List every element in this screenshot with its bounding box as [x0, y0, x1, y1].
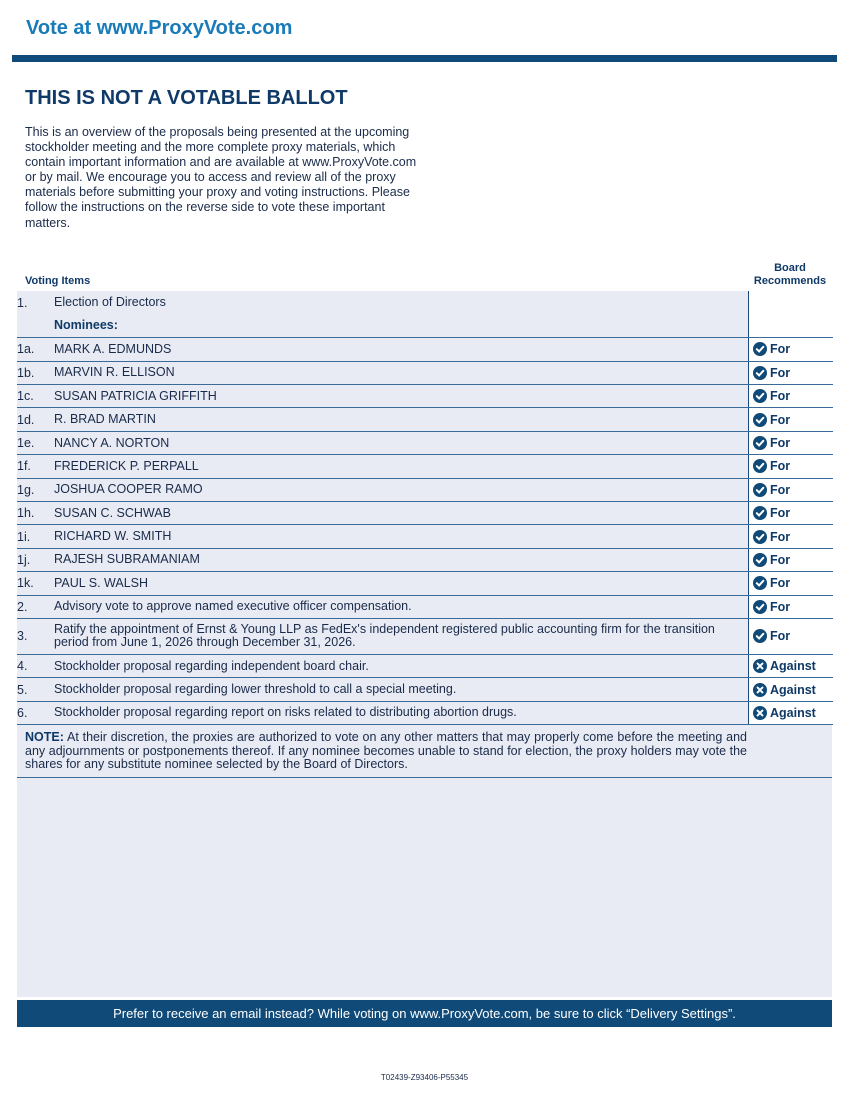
- recommendation-content: [749, 530, 833, 544]
- recommendation-content: [749, 506, 833, 520]
- item-description: RAJESH SUBRAMANIAM: [54, 548, 749, 571]
- note-text: At their discretion, the proxies are authorized to vote on any other matters that may properly come before the meeting and any adjournments or postponements thereof. If any nominee becomes unable to stand for election, the proxy holders may vote the shares for any substitute nominee selected by the Board of Directors.: [25, 730, 747, 771]
- board-recommendation: [749, 431, 834, 454]
- check-circle-icon: [753, 459, 767, 473]
- header-rule: [12, 55, 837, 62]
- recommendation-content: [749, 629, 833, 643]
- x-circle-icon: [753, 659, 767, 673]
- check-circle-icon: [753, 366, 767, 380]
- x-circle-icon: [753, 706, 767, 720]
- recommendation-label: For: [770, 482, 791, 497]
- voting-item-row: [17, 618, 833, 654]
- check-circle-icon: [753, 553, 767, 567]
- recommendation-content: [749, 659, 833, 673]
- item-number: 1i.: [17, 525, 54, 548]
- item-number: 1g.: [17, 478, 54, 501]
- board-recommendation: [749, 455, 834, 478]
- recommendation-label: For: [770, 599, 791, 614]
- board-recommendation: [749, 525, 834, 548]
- check-circle-icon: [753, 483, 767, 497]
- board-recommends-header: Board Recommends: [753, 262, 827, 287]
- recommendation-label: For: [770, 412, 791, 427]
- recommendation-content: [749, 683, 833, 697]
- item-number: 6.: [17, 701, 54, 724]
- item-description: FREDERICK P. PERPALL: [54, 455, 749, 478]
- voting-item-row: [17, 701, 833, 724]
- board-recommendation: [749, 572, 834, 595]
- recommendation-content: [749, 342, 833, 356]
- recommendation-label: For: [770, 389, 791, 404]
- x-circle-icon: [753, 683, 767, 697]
- item-description: NANCY A. NORTON: [54, 431, 749, 454]
- check-circle-icon: [753, 600, 767, 614]
- item-description: Stockholder proposal regarding report on risks related to distributing abortion drugs.: [54, 701, 749, 724]
- proxyvote-link[interactable]: Vote at www.ProxyVote.com: [26, 17, 293, 39]
- board-recommendation: [749, 618, 834, 654]
- voting-item-row: [17, 314, 833, 337]
- voting-item-row: [17, 385, 833, 408]
- recommendation-content: [749, 413, 833, 427]
- voting-items-table: [17, 291, 833, 725]
- page-title: THIS IS NOT A VOTABLE BALLOT: [25, 87, 348, 109]
- voting-item-row: [17, 361, 833, 384]
- item-description: SUSAN PATRICIA GRIFFITH: [54, 385, 749, 408]
- check-circle-icon: [753, 576, 767, 590]
- item-number: 1c.: [17, 385, 54, 408]
- voting-item-row: [17, 525, 833, 548]
- voting-items-header: Voting Items: [25, 275, 91, 287]
- board-recommendation: [749, 502, 834, 525]
- item-number: 1d.: [17, 408, 54, 431]
- item-number: 1a.: [17, 338, 54, 361]
- item-number: 1h.: [17, 502, 54, 525]
- voting-item-row: [17, 572, 833, 595]
- item-description: Stockholder proposal regarding lower threshold to call a special meeting.: [54, 678, 749, 701]
- note-paragraph: [25, 731, 747, 772]
- board-recommendation: [749, 314, 834, 337]
- recommendation-content: [749, 389, 833, 403]
- check-circle-icon: [753, 413, 767, 427]
- voting-item-row: [17, 291, 833, 314]
- item-description: SUSAN C. SCHWAB: [54, 502, 749, 525]
- check-circle-icon: [753, 629, 767, 643]
- item-number: 3.: [17, 618, 54, 654]
- board-recommendation: [749, 548, 834, 571]
- item-number: 4.: [17, 654, 54, 677]
- footer-text: Prefer to receive an email instead? While voting on www.ProxyVote.com, be sure to click “Delivery Settings”.: [113, 1006, 736, 1021]
- recommendation-content: [749, 483, 833, 497]
- board-recommendation: [749, 478, 834, 501]
- recommendation-content: [749, 366, 833, 380]
- recommendation-label: For: [770, 529, 791, 544]
- item-number: [17, 314, 54, 337]
- item-description: Nominees:: [54, 314, 749, 337]
- item-number: 1.: [17, 295, 28, 310]
- check-circle-icon: [753, 436, 767, 450]
- recommendation-label: For: [770, 552, 791, 567]
- recommendation-label: Against: [770, 659, 816, 674]
- recommendation-label: For: [770, 342, 791, 357]
- board-recommendation: [749, 361, 834, 384]
- item-number: 2.: [17, 595, 54, 618]
- recommendation-label: For: [770, 576, 791, 591]
- item-number: 5.: [17, 678, 54, 701]
- item-description: RICHARD W. SMITH: [54, 525, 749, 548]
- item-description: MARK A. EDMUNDS: [54, 338, 749, 361]
- item-description: Ratify the appointment of Ernst & Young LLP as FedEx's independent registered public accounting firm for the transition period from June 1, 2026 through December 31, 2026.: [54, 618, 749, 654]
- voting-item-row: [17, 502, 833, 525]
- board-recommendation: [749, 408, 834, 431]
- board-recommendation: [749, 595, 834, 618]
- recommendation-content: [749, 436, 833, 450]
- board-recommendation: [749, 654, 834, 677]
- check-circle-icon: [753, 530, 767, 544]
- item-description: PAUL S. WALSH: [54, 572, 749, 595]
- recommendation-content: [749, 553, 833, 567]
- recommendation-label: For: [770, 629, 791, 644]
- recommendation-label: For: [770, 459, 791, 474]
- item-number: 1e.: [17, 431, 54, 454]
- item-description: Advisory vote to approve named executive officer compensation.: [54, 595, 749, 618]
- note-divider: [17, 777, 832, 778]
- recommendation-content: [749, 706, 833, 720]
- voting-item-row: [17, 408, 833, 431]
- voting-item-row: [17, 478, 833, 501]
- control-code: T02439-Z93406-P55345: [380, 1073, 469, 1082]
- intro-paragraph: This is an overview of the proposals being presented at the upcoming stockholder meeting and the more complete proxy materials, which contain important information and are available at www.ProxyVote.com or by mail. We encourage you to access and review all of the proxy materials before submitting your proxy and voting instructions. Please follow the instructions on the reverse side to vote these important matters.: [25, 125, 417, 230]
- item-description: JOSHUA COOPER RAMO: [54, 478, 749, 501]
- board-recommendation: [749, 678, 834, 701]
- recommendation-content: [749, 600, 833, 614]
- voting-item-row: [17, 431, 833, 454]
- voting-item-row: [17, 678, 833, 701]
- voting-item-row: [17, 548, 833, 571]
- voting-item-row: [17, 455, 833, 478]
- footer-banner: [17, 1000, 832, 1027]
- check-circle-icon: [753, 506, 767, 520]
- item-number: 1j.: [17, 548, 54, 571]
- board-recommendation: [749, 385, 834, 408]
- recommendation-label: For: [770, 436, 791, 451]
- item-description: R. BRAD MARTIN: [54, 408, 749, 431]
- recommendation-content: [749, 576, 833, 590]
- note-label: NOTE:: [25, 730, 64, 744]
- recommendation-label: Against: [770, 682, 816, 697]
- recommendation-label: For: [770, 365, 791, 380]
- check-circle-icon: [753, 389, 767, 403]
- board-recommendation: [749, 338, 834, 361]
- item-number: 1b.: [17, 361, 54, 384]
- recommendation-label: For: [770, 506, 791, 521]
- item-number: 1f.: [17, 455, 54, 478]
- item-description: Election of Directors: [54, 295, 166, 310]
- check-circle-icon: [753, 342, 767, 356]
- recommendation-label: Against: [770, 705, 816, 720]
- item-description: MARVIN R. ELLISON: [54, 361, 749, 384]
- voting-item-row: [17, 338, 833, 361]
- item-description: Stockholder proposal regarding independent board chair.: [54, 654, 749, 677]
- board-recommendation: [749, 291, 834, 314]
- voting-item-row: [17, 654, 833, 677]
- recommendation-content: [749, 459, 833, 473]
- item-number: 1k.: [17, 572, 54, 595]
- voting-item-row: [17, 595, 833, 618]
- board-recommendation: [749, 701, 834, 724]
